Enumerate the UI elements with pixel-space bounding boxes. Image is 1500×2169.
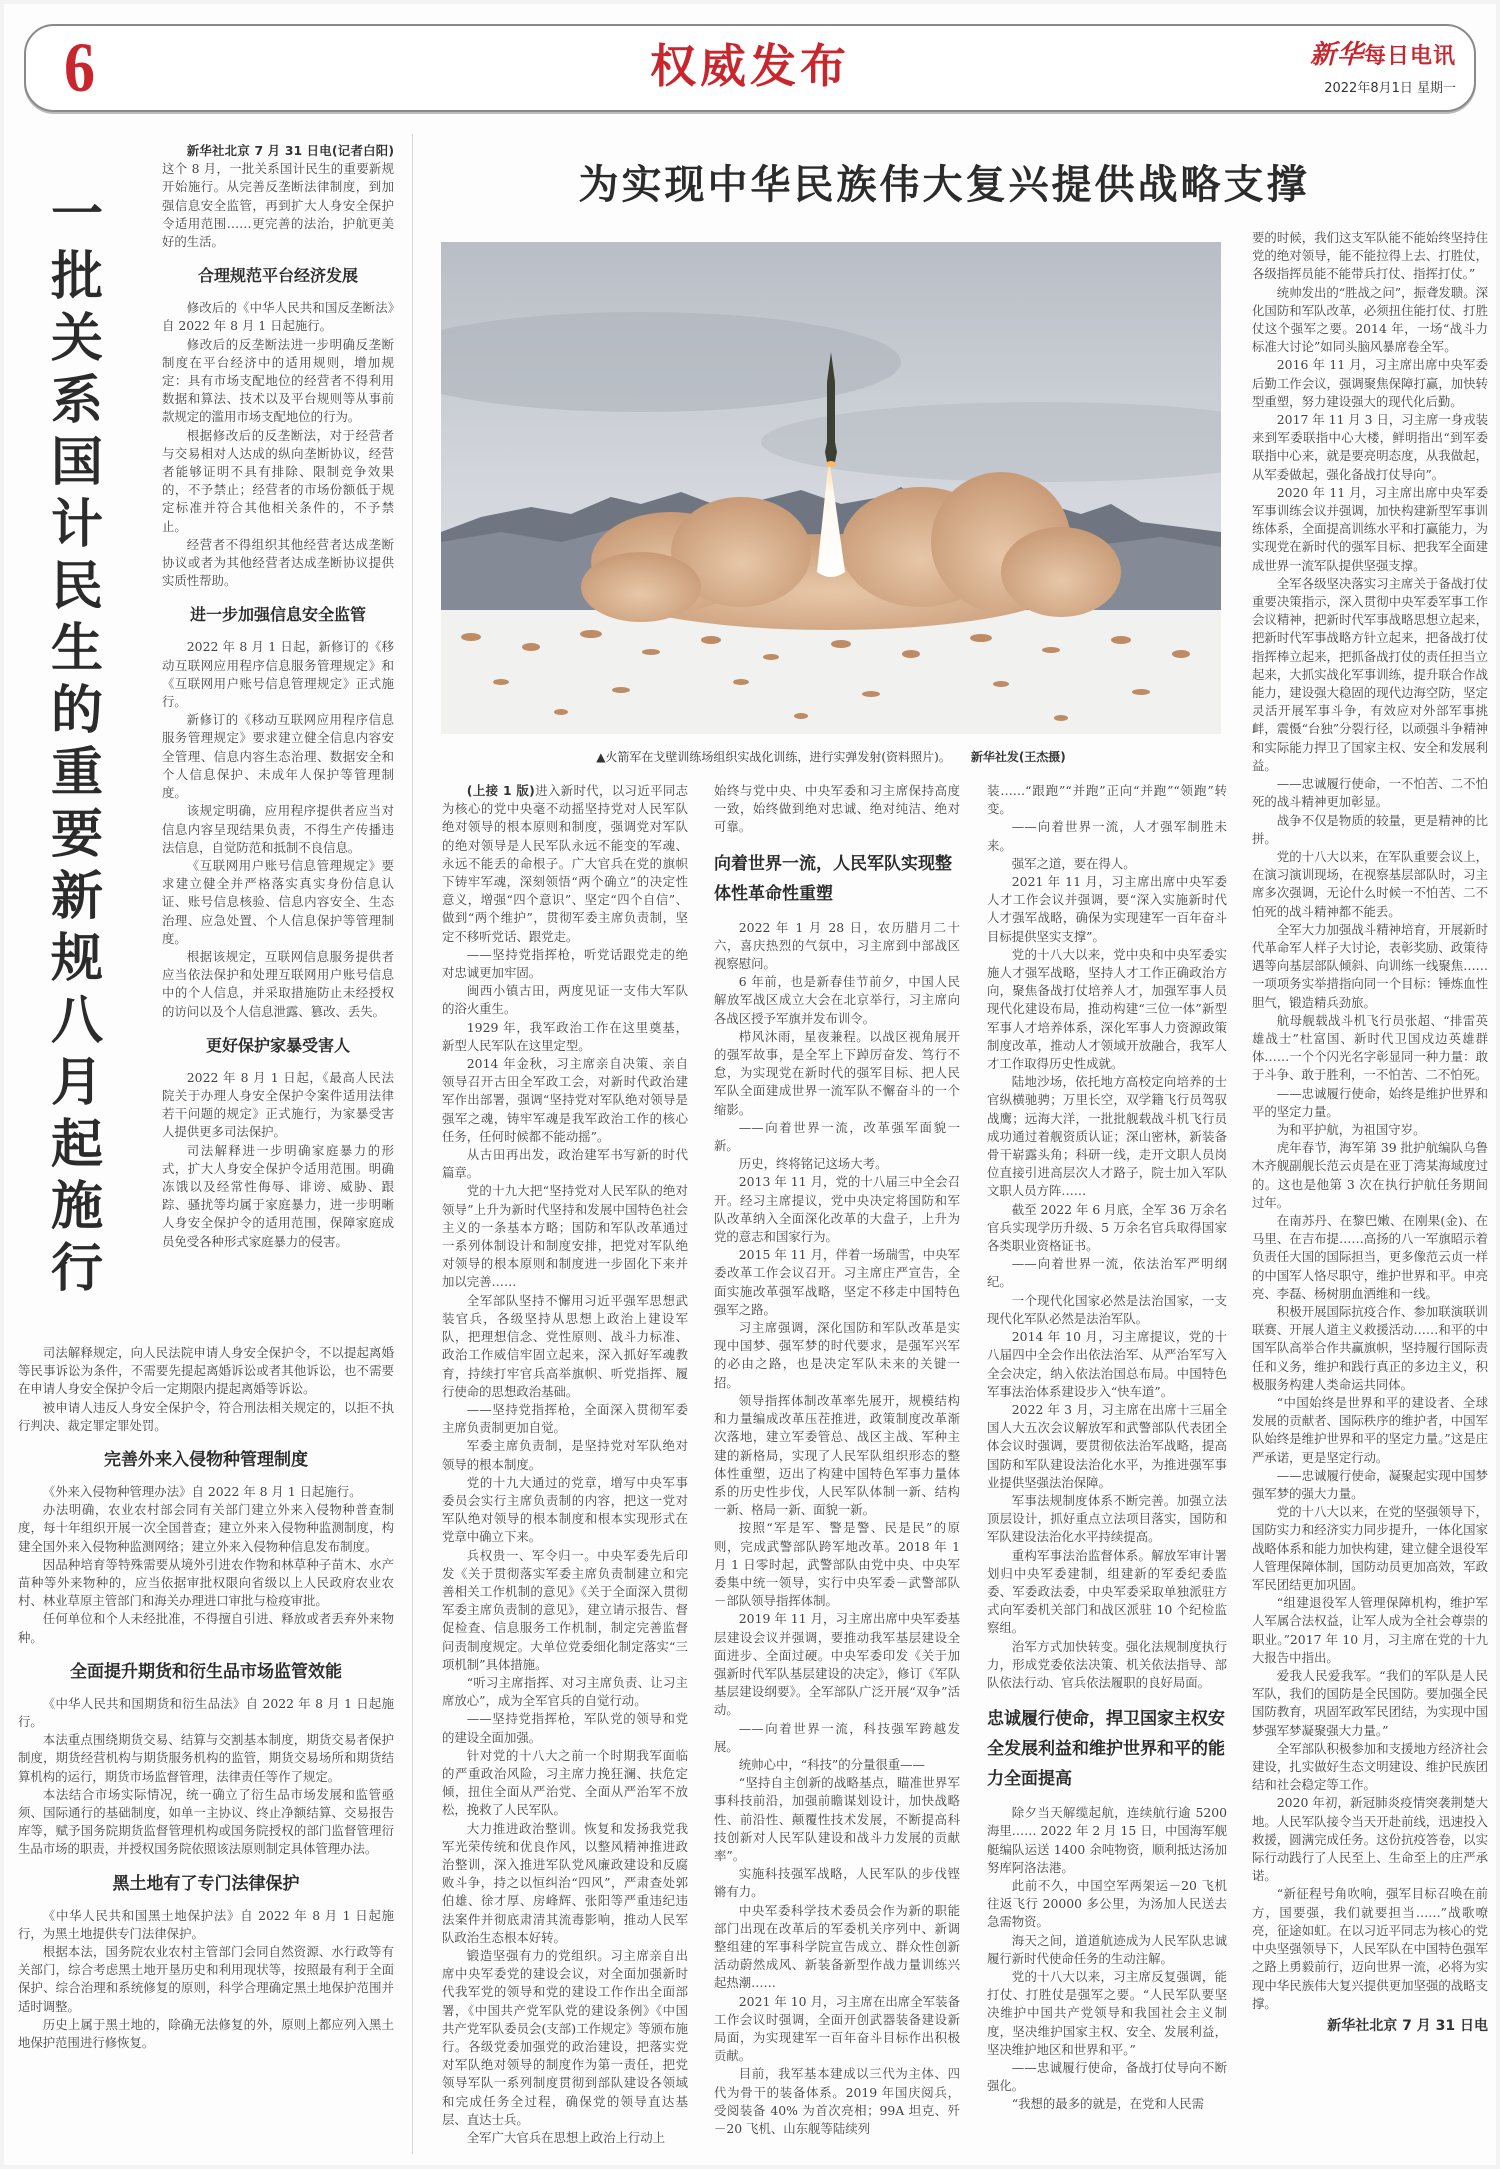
body-paragraph: 爱我人民爱我军。“我们的军队是人民军队，我们的国防是全民国防。要加强全民国防教育，巩固军政军民团结，为实现中国梦强军梦凝聚强大力量。”: [1252, 1668, 1488, 1738]
body-paragraph: “新征程号角吹响，强军目标召唤在前方，国要强，我们就要担当……”战歌嘹亮，征途如虹。在以习近平同志为核心的党中央坚强领导下，人民军队在中国特色强军之路上勇毅前行，迈向世界一流，必将为实现中华民族伟大复兴提供更加坚强的战略支撑。: [1252, 1886, 1488, 2011]
caption-text: ▲火箭军在戈壁训练场组织实战化训练，进行实弹发射(资料照片)。: [596, 750, 951, 764]
body-paragraph: 强军之道，要在得人。: [1011, 855, 1136, 871]
column-divider: [412, 134, 413, 2154]
body-paragraph: 大力推进政治整训。恢复和发扬我党我军光荣传统和优良作风，以整风精神推进政治整训，深入推进军队党风廉政建设和反腐败斗争，持之以恒纠治“四风”，严肃查处郭伯雄、徐才厚、房峰辉、张阳等严重违纪违法案件并彻底肃清其流毒影响，推动人民军队政治生态根本好转。: [442, 1820, 688, 1945]
body-paragraph: 中央军委科学技术委员会作为新的职能部门出现在改革后的军委机关序列中、新调整组建的军事科学院宣告成立、群众性创新活动蔚然成风、新装备新型作战力量训练兴起热潮……: [714, 1902, 960, 1991]
headline-char: 一: [50, 185, 103, 245]
body-paragraph: 除夕当天解缆起航，连续航行逾 5200 海里…… 2022 年 2 月 15 日，中国海军舰艇编队运送 1400 余吨物资，顺利抵达汤加努库阿洛法港。: [987, 1805, 1227, 1875]
body-paragraph: 按照“军是军、警是警、民是民”的原则，完成武警部队跨军地改革。2018 年 1 月 1 日零时起，武警部队由党中央、中央军委集中统一领导，实行中央军委－武警部队－部队领导指挥体制。: [714, 1520, 960, 1609]
body-paragraph: ——向着世界一流，人才强军制胜未来。: [987, 819, 1227, 853]
body-paragraph: 实施科技强军战略，人民军队的步伐铿锵有力。: [714, 1866, 960, 1900]
paragraph-text: 进入新时代，以习近平同志为核心的党中央毫不动摇坚持党对人民军队绝对领导的根本原则和制度，强调党对军队的绝对领导是人民军队永远不能变的军魂、永远不能丢的命根子。广大官兵在党的旗帜下铸牢军魂，深刻领悟“两个确立”的决定性意义，增强“四个意识”、坚定“四个自信”、做到“两个维护”，贯彻军委主席负责制，坚定不移听党话、跟党走。: [442, 783, 689, 944]
headline-char: 新: [50, 867, 103, 927]
body-paragraph: 截至 2022 年 6 月底，全军 36 万余名官兵实现学历升级、5 万余名官兵取得国家各类职业资格证书。: [987, 1201, 1227, 1254]
photo-credit: 新华社发(王杰摄): [970, 750, 1066, 764]
main-article-column-1: [442, 782, 688, 2147]
body-paragraph: 2014 年金秋，习主席亲自决策、亲自领导召开古田全军政工会，对新时代政治建军作出部署，强调“坚持党对军队绝对领导是强军之魂，铸牢军魂是我军政治工作的核心任务，任何时候都不能动摇”。: [442, 1056, 688, 1144]
headline-char: 计: [50, 495, 103, 555]
body-paragraph: 在南苏丹、在黎巴嫩、在刚果(金)、在马里、在吉布提……高扬的八一军旗昭示着负责任大国的国际担当，更多像范云贞一样的中国军人恪尽职守，维护世界和平。申亮亮、李磊、杨树朋血洒维和一线。: [1252, 1212, 1488, 1301]
body-paragraph: 军事法规制度体系不断完善。加强立法顶层设计，抓好重点立法项目落实，国防和军队建设法治化水平持续提高。: [987, 1492, 1227, 1545]
body-paragraph: 全军大力加强战斗精神培育，开展新时代革命军人样子大讨论，表彰奖励、政策待遇等向基层部队倾斜、向训练一线聚焦……一项项务实举措指向同一个目标：锤炼血性胆气，锻造精兵劲旅。: [1252, 921, 1488, 1010]
continued-from-label: (上接 1 版): [466, 783, 535, 798]
body-paragraph: 因品种培育等特殊需要从境外引进农作物和林草种子苗木、水产苗种等外来物种的，应当依据审批权限向省级以上人民政府农业农村、林业草原主管部门和海关办理进口审批与检疫审批。: [18, 1556, 394, 1609]
body-paragraph: 为和平护航，为祖国守岁。: [1276, 1121, 1426, 1137]
headline-char: 规: [50, 929, 103, 989]
subsection-heading: 向着世界一流，人民军队实现整体性革命性重塑: [714, 853, 952, 904]
masthead: [24, 24, 1476, 112]
body-paragraph: “中国始终是世界和平的建设者、全球发展的贡献者、国际秩序的维护者，中国军队始终是维护世界和平的坚定力量。”这是庄严承诺，更是坚定行动。: [1252, 1395, 1488, 1465]
newspaper-page: [4, 4, 1496, 2165]
body-paragraph: 海天之间，道道航迹成为人民军队忠诚履行新时代使命任务的生动注解。: [987, 1932, 1227, 1966]
left-article-headline: [42, 184, 112, 1300]
body-paragraph: 党的十八大以来，习主席反复强调，能打仗、打胜仗是强军之要。“人民军队要坚决维护中国共产党领导和我国社会主义制度，坚决维护国家主权、安全、发展利益，坚决维护地区和世界和平。”: [987, 1968, 1227, 2057]
body-paragraph: 2022 年 1 月 28 日，农历腊月二十六，喜庆热烈的气氛中，习主席到中部战区视察慰问。: [714, 919, 960, 972]
body-paragraph: 装……“跟跑”“并跑”正向“并跑”“领跑”转变。: [987, 783, 1227, 817]
brand-name: [1286, 38, 1456, 73]
section-heading: 全面提升期货和衍生品市场监管效能: [70, 1661, 342, 1682]
body-paragraph: 全军部队积极参加和支援地方经济社会建设，扎实做好生态文明建设、维护民族团结和社会稳定等工作。: [1252, 1740, 1488, 1793]
headline-char: 民: [50, 557, 103, 617]
main-article-column-3: [987, 782, 1227, 2114]
body-paragraph: 党的十八大以来，在军队重要会议上，在演习演训现场，在视察基层部队时，习主席多次强调，无论什么时候一不怕苦、二不怕死的战斗精神都不能丢。: [1252, 848, 1488, 919]
body-paragraph: 2015 年 11 月，伴着一场瑞雪，中央军委改革工作会议召开。习主席庄严宣告，全面实施改革强军战略，坚定不移走中国特色强军之路。: [714, 1247, 960, 1317]
headline-char: 系: [50, 371, 103, 431]
body-paragraph: 军委主席负责制，是坚持党对军队绝对领导的根本制度。: [442, 1438, 688, 1472]
body-paragraph: 兵权贵一、军令归一。中央军委先后印发《关于贯彻落实军委主席负责制建立和完善相关工作机制的意见》《关于全面深入贯彻军委主席负责制的意见》，建立请示报告、督促检查、信息服务工作机制，制定完善监督问责制度规定。大单位党委细化制定落实“三项机制”具体措施。: [442, 1547, 688, 1672]
body-paragraph: 根据该规定，互联网信息服务提供者应当依法保护和处理互联网用户账号信息中的个人信息，并采取措施防止未经授权的访问以及个人信息泄露、篡改、丢失。: [162, 948, 394, 1019]
body-paragraph: 新修订的《移动互联网应用程序信息服务管理规定》要求建立健全信息内容安全管理、信息内容生态治理、数据安全和个人信息保护、未成年人保护等管理制度。: [162, 712, 394, 801]
body-paragraph: 治军方式加快转变。强化法规制度执行力，形成党委依法决策、机关依法指导、部队依法行动、官兵依法履职的良好局面。: [987, 1638, 1227, 1690]
headline-char: 国: [50, 433, 103, 493]
body-paragraph: ——忠诚履行使命，备战打仗导向不断强化。: [987, 2060, 1227, 2094]
section-title: 权威发布: [650, 39, 850, 93]
body-paragraph: 经营者不得组织其他经营者达成垄断协议或者为其他经营者达成垄断协议提供实质性帮助。: [162, 536, 394, 589]
section-heading: 更好保护家暴受害人: [205, 1035, 350, 1055]
body-paragraph: 针对党的十八大之前一个时期我军面临的严重政治风险，习主席力挽狂澜、扶危定倾，扭住全面从严治党、全面从严治军不放松，挽救了人民军队。: [442, 1747, 688, 1818]
body-paragraph: 6 年前，也是新春佳节前夕，中国人民解放军战区成立大会在北京举行，习主席向各战区授予军旗并发布训令。: [714, 974, 960, 1026]
body-paragraph: ——坚持党指挥枪，听党话跟党走的绝对忠诚更加牢固。: [442, 946, 688, 981]
body-paragraph: 被申请人违反人身安全保护令，符合刑法相关规定的，以拒不执行判决、裁定罪定罪处罚。: [18, 1399, 394, 1433]
body-paragraph: 要的时候，我们这支军队能不能始终坚持住党的绝对领导，能不能拉得上去、打胜仗，各级指挥员能不能带兵打仗、指挥打仗。”: [1252, 230, 1488, 282]
body-paragraph: 《外来入侵物种管理办法》自 2022 年 8 月 1 日起施行。: [42, 1484, 362, 1500]
body-paragraph: “我想的最多的就是，在党和人民需: [1011, 2096, 1204, 2112]
body-paragraph: ——向着世界一流，依法治军严明纲纪。: [987, 1256, 1227, 1290]
headline-char: 施: [50, 1177, 103, 1237]
body-paragraph: 统帅心中，“科技”的分量很重——: [738, 1756, 925, 1772]
body-paragraph: [442, 782, 688, 946]
body-paragraph: 2022 年 8 月 1 日起，新修订的《移动互联网应用程序信息服务管理规定》和《互联网用户账号信息管理规定》正式施行。: [162, 639, 394, 710]
body-paragraph: ——坚持党指挥枪，军队党的领导和党的建设全面加强。: [442, 1711, 688, 1745]
body-paragraph: 习主席强调，深化国防和军队改革是实现中国梦、强军梦的时代要求，是强军兴军的必由之路，也是决定军队未来的关键一招。: [714, 1320, 960, 1390]
body-paragraph: 党的十九大把“坚持党对人民军队的绝对领导”上升为新时代坚持和发展中国特色社会主义的一条基本方略；国防和军队改革通过一系列体制设计和制度安排，把党对军队绝对领导的根本原则和制度进一步固化下来并加以完善……: [442, 1183, 688, 1290]
body-paragraph: 全军部队坚持不懈用习近平强军思想武装官兵，各级坚持从思想上政治上建设军队，把理想信念、党性原则、战斗力标准、政治工作威信牢固立起来，深入抓好军魂教育，持续打牢官兵高举旗帜、听党指挥、履行使命的思想政治基础。: [442, 1292, 688, 1399]
intro-body: 这个 8 月，一批关系国计民生的重要新规开始施行。从完善反垄断法律制度，到加强信息安全监管，再到扩大人身安全保护令适用范围……更完善的法治，护航更美好的生活。: [162, 161, 394, 250]
left-article-wide-column: [18, 1344, 394, 2052]
headline-char: 关: [50, 309, 103, 369]
body-paragraph: 2020 年初，新冠肺炎疫情突袭荆楚大地。人民军队接令当天开赴前线，迅速投入救援，圆满完成任务。这份抗疫答卷，以实际行动践行了人民至上、生命至上的庄严承诺。: [1252, 1795, 1488, 1884]
body-paragraph: 历史，终将铭记这场大考。: [738, 1156, 888, 1172]
body-paragraph: 根据本法，国务院农业农村主管部门会同自然资源、水行政等有关部门，综合考虑黑土地开垦历史和利用现状等，按照最有利于全面保护、综合治理和系统修复的原则，科学合理确定黑土地保护范围并适时调整。: [18, 1944, 394, 2014]
body-paragraph: 2021 年 10 月，习主席在出席全军装备工作会议时强调，全面开创武器装备建设新局面，为实现建军一百年奋斗目标作出积极贡献。: [714, 1993, 960, 2064]
body-paragraph: 2022 年 8 月 1 日起，《最高人民法院关于办理人身安全保护令案件适用法律若干问题的规定》正式施行，为家暴受害人提供更多司法保护。: [162, 1069, 394, 1140]
main-article-column-2: [714, 782, 960, 2138]
body-paragraph: 2017 年 11 月 3 日，习主席一身戎装来到军委联指中心大楼，鲜明指出“到军委联指中心来，就是要亮明态度，从我做起，从军委做起，强化备战打仗导向”。: [1252, 412, 1488, 482]
article-dateline: 新华社北京 7 月 31 日电: [1327, 2017, 1488, 2034]
body-paragraph: ——忠诚履行使命，凝聚起实现中国梦强军梦的强大力量。: [1252, 1467, 1488, 1502]
intro-lead: 新华社北京 7 月 31 日电(记者白阳): [186, 143, 394, 158]
body-paragraph: 领导指挥体制改革率先展开，规模结构和力量编成改革压茬推进，政策制度改革渐次落地，建立军委管总、战区主战、军种主建的新格局，实现了人民军队组织形态的整体性重塑，迈出了构建中国特色军事力量体系的历史性步伐，人民军队体制一新、结构一新、格局一新、面貌一新。: [714, 1392, 960, 1518]
body-paragraph: 陆地沙场，依托地方高校定向培养的士官纵横驰骋；万里长空，双学籍飞行员驾驭战鹰；远海大洋，一批批舰载战斗机飞行员成功通过着舰资质认证；深山密林，新装备骨干崭露头角；科研一线，走开文职人员岗位直接引进高层次人才路子，院士加入军队文职人员方阵……: [987, 1074, 1227, 1199]
photo-caption: [441, 748, 1221, 765]
headline-char: 月: [50, 1053, 103, 1113]
body-paragraph: 历史上属于黑土地的，除确无法修复的外，原则上都应列入黑土地保护范围进行修恢复。: [18, 2016, 394, 2051]
headline-char: 行: [50, 1239, 103, 1299]
section-heading: 完善外来入侵物种管理制度: [104, 1450, 308, 1471]
body-paragraph: 航母舰载战斗机飞行员张超、“排雷英雄战士”杜富国、新时代卫国戍边英雄群体……一个个闪光名字彰显同一种力量：敢于斗争、敢于胜利，一不怕苦、二不怕死。: [1252, 1012, 1488, 1083]
body-paragraph: “组建退役军人管理保障机构，维护军人军属合法权益，让军人成为全社会尊崇的职业。”2017 年 10 月，习主席在党的十九大报告中指出。: [1252, 1595, 1488, 1665]
brand-script: 新华: [1309, 40, 1364, 70]
rocket-launch-illustration: [441, 242, 1221, 734]
body-paragraph: ——向着世界一流，改革强军面貌一新。: [714, 1119, 960, 1154]
body-paragraph: 全军广大官兵在思想上政治上行动上: [466, 2130, 666, 2146]
body-paragraph: 一个现代化国家必然是法治国家，一支现代化军队必然是法治军队。: [987, 1292, 1227, 1326]
body-paragraph: “坚持自主创新的战略基点，瞄准世界军事科技前沿，加强前瞻谋划设计，加快战略性、前沿性、颠覆性技术发展，不断提高科技创新对人民军队建设和战斗力发展的贡献率”。: [714, 1775, 960, 1863]
body-paragraph: 重构军事法治监督体系。解放军审计署划归中央军委建制，组建新的军委纪委监委、军委政法委，中央军委采取单独派驻方式向军委机关部门和战区派驻 10 个纪检监察组。: [987, 1547, 1227, 1636]
body-paragraph: 2020 年 11 月，习主席出席中央军委军事训练会议并强调，加快构建新型军事训练体系，全面提高训练水平和打赢能力，为实现党在新时代的强军目标、把我军全面建成世界一流军队提供坚强支撑。: [1252, 484, 1488, 573]
main-article-title: 为实现中华民族伟大复兴提供战略支撑: [578, 161, 1310, 208]
body-paragraph: 1929 年，我军政治工作在这里奠基，新型人民军队在这里定型。: [442, 1019, 688, 1053]
body-paragraph: 2021 年 11 月，习主席出席中央军委人才工作会议并强调，要“深入实施新时代人才强军战略，确保为实现建军一百年奋斗目标提供坚实支撑”。: [987, 874, 1227, 944]
headline-char: 重: [50, 743, 103, 803]
body-paragraph: 虎年春节，海军第 39 批护航编队乌鲁木齐舰副舰长范云贞是在亚丁湾某海域度过的。这也是他第 3 次在执行护航任务期间过年。: [1252, 1140, 1488, 1210]
body-paragraph: 2014 年 10 月，习主席提议，党的十八届四中全会作出依法治军、从严治军写入全会决定，纳入依法治国总布局。中国特色军事法治体系建设步入“快车道”。: [987, 1329, 1227, 1399]
headline-char: 起: [50, 1115, 103, 1175]
headline-char: 的: [50, 681, 103, 741]
issue-date: 2022年8月1日 星期一: [1324, 81, 1456, 96]
body-paragraph: 2022 年 3 月，习主席在出席十三届全国人大五次会议解放军和武警部队代表团全体会议时强调，要贯彻依法治军战略，提高国防和军队建设法治化水平，为推进强军事业提供坚强法治保障。: [987, 1401, 1227, 1490]
body-paragraph: 2013 年 11 月，党的十八届三中全会召开。经习主席提议，党中央决定将国防和军队改革纳入全面深化改革的大盘子，上升为党的意志和国家行为。: [714, 1174, 960, 1245]
body-paragraph: 积极开展国际抗疫合作、参加联演联训联赛、开展人道主义救援活动……和平的中国军队高举合作共赢旗帜，坚持履行国际责任和义务，维护和践行真正的多边主义，积极服务构建人类命运共同体。: [1252, 1303, 1488, 1392]
brand-logo: [1286, 38, 1456, 96]
body-paragraph: 本法结合市场实际情况，统一确立了衍生品市场发展和监管亟须、国际通行的基础制度，如单一主协议、终止净额结算、交易报告库等，赋予国务院期货监督管理机构或国务院授权的部门监督管理衍生品市场的职责，并授权国务院依照该法原则制定具体管理办法。: [18, 1786, 394, 1857]
headline-char: 要: [50, 805, 103, 865]
left-article-sections: [162, 265, 394, 1251]
main-article-column-4: [1252, 229, 1488, 2035]
body-paragraph: 统帅发出的“胜战之问”，振聋发聩。深化国防和军队改革，必须扭住能打仗、打胜仗这个强军之要。2014 年，一场“战斗力标准大讨论”如同头脑风暴席卷全军。: [1252, 284, 1488, 355]
body-paragraph: 战争不仅是物质的较量，更是精神的比拼。: [1252, 812, 1488, 846]
body-paragraph: 根据修改后的反垄断法，对于经营者与交易相对人达成的纵向垄断协议，经营者能够证明不具有排除、限制竞争效果的，不予禁止；经营者的市场份额低于规定标准并符合其他相关条件的，不予禁止。: [162, 427, 394, 534]
body-paragraph: 任何单位和个人未经批准，不得擅自引进、释放或者丢弃外来物种。: [18, 1611, 394, 1645]
subsection-heading: 忠诚履行使命，捍卫国家主权安全发展利益和维护世界和平的能力全面提高: [987, 1709, 1225, 1790]
body-paragraph: 《中华人民共和国期货和衍生品法》自 2022 年 8 月 1 日起施行。: [18, 1695, 394, 1730]
body-paragraph: 栉风沐雨，星夜兼程。以战区视角展开的强军故事，是全军上下踔厉奋发、笃行不怠，为实现党在新时代的强军目标、把人民军队全面建成世界一流军队不懈奋斗的一个缩影。: [714, 1028, 960, 1117]
body-paragraph: ——忠诚履行使命，一不怕苦、二不怕死的战斗精神更加彰显。: [1252, 776, 1488, 810]
body-paragraph: 司法解释规定，向人民法院申请人身安全保护令，不以提起离婚等民事诉讼为条件，不需要先提起离婚诉讼或者其他诉讼，也不需要在申请人身安全保护令后一定期限内提起离婚等诉讼。: [18, 1345, 394, 1397]
body-paragraph: 党的十八大以来，在党的坚强领导下，国防实力和经济实力同步提升，一体化国家战略体系和能力加快构建，建立健全退役军人管理保障体制，国防动员更加高效，军政军民团结更加巩固。: [1252, 1504, 1488, 1593]
body-paragraph: ——坚持党指挥枪，全面深入贯彻军委主席负责制更加自觉。: [442, 1401, 688, 1436]
body-paragraph: 修改后的反垄断法进一步明确反垄断制度在平台经济中的适用规则，增加规定：具有市场支配地位的经营者不得利用数据和算法、技术以及平台规则等从事前款规定的滥用市场支配地位的行为。: [162, 336, 394, 425]
section-heading: 进一步加强信息安全监管: [189, 605, 366, 625]
headline-char: 八: [50, 991, 103, 1051]
page-number: 6: [64, 28, 95, 108]
rocket-launch-photo: [441, 242, 1221, 734]
body-paragraph: 党的十八大以来，党中央和中央军委实施人才强军战略，坚持人才工作正确政治方向，聚焦备战打仗培养人才，加强军事人员现代化建设布局，推动构建“三位一体”新型军事人才培养体系，深化军事人力资源政策制度改革，推动人才领域开放融合，我军人才工作取得历史性成就。: [987, 946, 1227, 1072]
body-paragraph: 始终与党中央、中央军委和习主席保持高度一致，始终做到绝对忠诚、绝对纯洁、绝对可靠。: [714, 783, 960, 835]
section-heading: 黑土地有了专门法律保护: [112, 1873, 300, 1894]
brand-sub: 每日电讯: [1363, 43, 1456, 69]
body-paragraph: 全军各级坚决落实习主席关于备战打仗重要决策指示，深入贯彻中央军委军事工作会议精神，把新时代军事战略思想立起来，把新时代军事战略方针立起来，把备战打仗指挥棒立起来，把抓备战打仗的责任担当立起来，大抓实战化军事训练，提升联合作战能力，建设强大稳固的现代边海空防，坚定灵活开展军事斗争，有效应对外部军事挑衅，震慑“台独”分裂行径，以顽强斗争精神和实际能力捍卫了国家主权、安全和发展利益。: [1252, 575, 1488, 773]
body-paragraph: ——向着世界一流，科技强军跨越发展。: [714, 1720, 960, 1754]
body-paragraph: 修改后的《中华人民共和国反垄断法》自 2022 年 8 月 1 日起施行。: [162, 300, 394, 334]
intro-paragraph: [162, 142, 394, 251]
left-article-column: [162, 142, 394, 1251]
body-paragraph: 从古田再出发，政治建军书写新的时代篇章。: [442, 1147, 688, 1181]
body-paragraph: “听习主席指挥、对习主席负责、让习主席放心”，成为全军官兵的自觉行动。: [442, 1674, 688, 1709]
body-paragraph: 本法重点围绕期货交易、结算与交割基本制度，期货交易者保护制度，期货经营机构与期货服务机构的监管，期货交易场所和期货结算机构的运行，期货市场监督管理，法律责任等作了规定。: [18, 1732, 394, 1784]
body-paragraph: 《中华人民共和国黑土地保护法》自 2022 年 8 月 1 日起施行，为黑土地提供专门法律保护。: [18, 1907, 394, 1941]
body-paragraph: ——忠诚履行使命，始终是维护世界和平的坚定力量。: [1252, 1085, 1488, 1119]
body-paragraph: 该规定明确，应用程序提供者应当对信息内容呈现结果负责，不得生产传播违法信息，自觉防范和抵制不良信息。: [162, 803, 394, 855]
body-paragraph: 《互联网用户账号信息管理规定》要求建立健全并严格落实真实身份信息认证、账号信息核验、信息内容安全、生态治理、应急处置、个人信息保护等管理制度。: [162, 857, 394, 946]
body-paragraph: 锻造坚强有力的党组织。习主席亲自出席中央军委党的建设会议，对全面加强新时代我军党的领导和党的建设工作作出全面部署，《中国共产党军队党的建设条例》《中国共产党军队委员会(支部)工作规定》等颁布施行。各级党委加强党的政治建设，把落实党对军队绝对领导的制度作为第一责任，把党领导军队一系列制度贯彻到部队建设各领域和完成任务全过程，确保党的领导直达基层、直达士兵。: [442, 1948, 688, 2127]
body-paragraph: 2016 年 11 月，习主席出席中央军委后勤工作会议，强调聚焦保障打赢，加快转型重塑，努力建设强大的现代化后勤。: [1252, 357, 1488, 409]
headline-char: 生: [50, 619, 103, 679]
body-paragraph: 闽西小镇古田，两度见证一支伟大军队的浴火重生。: [442, 983, 688, 1017]
body-paragraph: 目前，我军基本建成以三代为主体、四代为骨干的装备体系。2019 年国庆阅兵，受阅装备 40% 为首次亮相；99A 坦克、歼－20 飞机、山东舰等陆续列: [714, 2066, 960, 2137]
body-paragraph: 司法解释进一步明确家庭暴力的形式，扩大人身安全保护令适用范围。明确冻饿以及经常性侮辱、诽谤、威胁、跟踪、骚扰等均属于家庭暴力，进一步明晰人身安全保护令的适用范围，保障家庭成员免受各种形式家庭暴力的侵害。: [162, 1142, 394, 1249]
body-paragraph: 2019 年 11 月，习主席出席中央军委基层建设会议并强调，要推动我军基层建设全面进步、全面过硬。中央军委印发《关于加强新时代军队基层建设的决定》，修订《军队基层建设纲要》。全军部队广泛开展“双争”活动。: [714, 1611, 960, 1718]
body-paragraph: 办法明确，农业农村部会同有关部门建立外来入侵物种普查制度，每十年组织开展一次全国普查；建立外来入侵物种监测制度，构建全国外来入侵物种监测网络；建立外来入侵物种信息发布制度。: [18, 1502, 394, 1554]
body-paragraph: 党的十九大通过的党章，增写中央军事委员会实行主席负责制的内容，把这一党对军队绝对领导的根本制度和根本实现形式在党章中确立下来。: [442, 1474, 688, 1545]
body-paragraph: 此前不久，中国空军两架运－20 飞机往返飞行 20000 多公里，为汤加人民送去急需物资。: [987, 1877, 1227, 1930]
headline-char: 批: [50, 247, 103, 307]
section-heading: 合理规范平台经济发展: [197, 266, 358, 286]
